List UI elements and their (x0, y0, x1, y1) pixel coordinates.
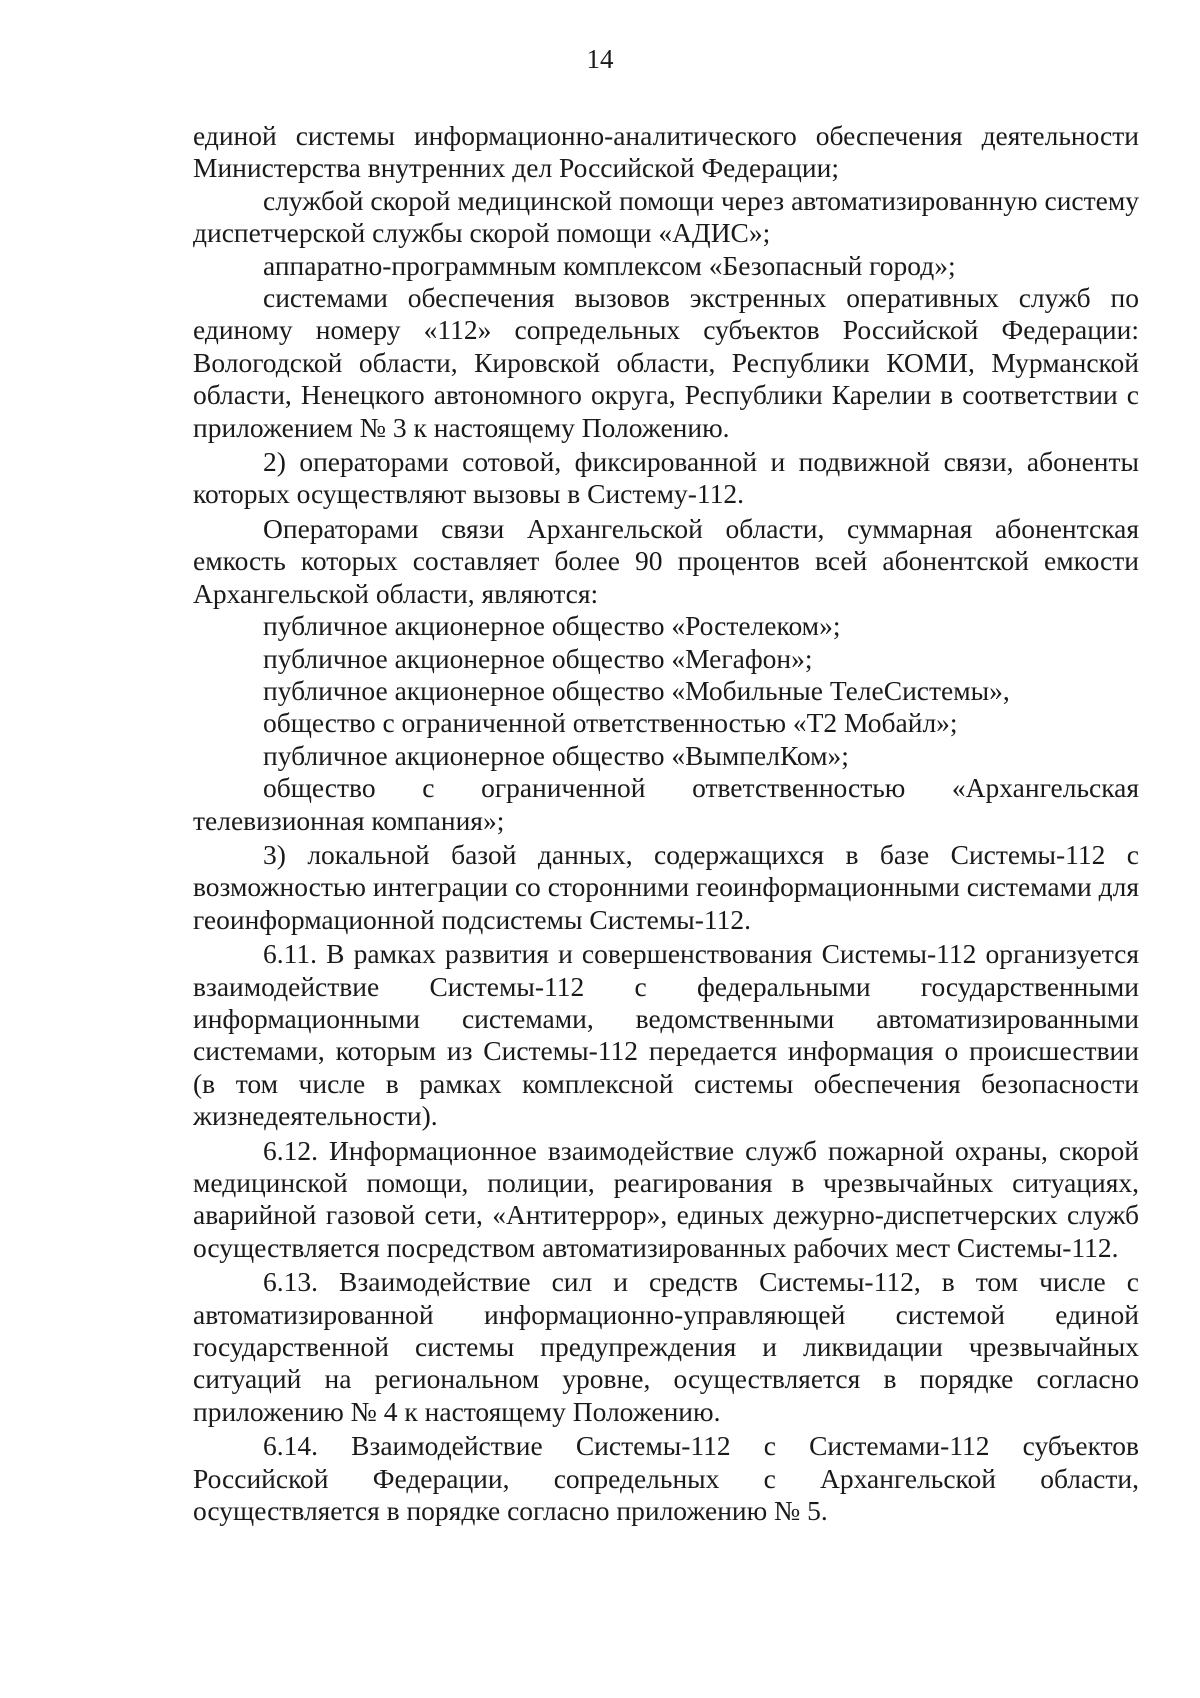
paragraph-safe-city: аппаратно-программным комплексом «Безопасный город»; (263, 249, 956, 281)
list-item-operator: публичное акционерное общество «ВымпелКом»; (263, 739, 849, 771)
section-6-11: 6.11. В рамках развития и совершенствования Системы-112 организуется взаимодействие Системы-112 с федеральными государственными информационными системами, ведомственными автоматизированными системами, которым из Системы-112 передается информация о происшествии (в том числе в рамках комплексной системы обеспечения безопасности жизнедеятельности). (193, 938, 1139, 1132)
section-6-14: 6.14. Взаимодействие Системы-112 с Системами-112 субъектов Российской Федерации, сопредельных с Архангельской области, осуществляется в порядке согласно приложению № 5. (193, 1430, 1139, 1527)
paragraph-operators-list-intro: Операторами связи Архангельской области, суммарная абонентская емкость которых составляет более 90 процентов всей абонентской емкости Архангельской области, являются: (193, 512, 1139, 609)
list-item-operator: публичное акционерное общество «Мобильные ТелеСистемы», (263, 674, 1010, 706)
section-6-12: 6.12. Информационное взаимодействие служб пожарной охраны, скорой медицинской помощи, полиции, реагирования в чрезвычайных ситуациях, аварийной газовой сети, «Антитеррор», единых дежурно-диспетчерских служб осуществляется посредством автоматизированных рабочих мест Системы-112. (193, 1134, 1139, 1263)
section-6-13: 6.13. Взаимодействие сил и средств Системы-112, в том числе с автоматизированной информационно-управляющей системой единой государственной системы предупреждения и ликвидации чрезвычайных ситуаций на региональном уровне, осуществляется в порядке согласно приложению № 4 к настоящему Положению. (193, 1266, 1139, 1427)
page-number: 14 (586, 44, 614, 74)
paragraph-operators: 2) операторами сотовой, фиксированной и подвижной связи, абоненты которых осуществляют вызовы в Систему-112. (193, 446, 1139, 510)
list-item-operator: общество с ограниченной ответственностью «Т2 Мобайл»; (263, 707, 958, 739)
list-item-operator: общество с ограниченной ответственностью «Архангельская телевизионная компания»; (193, 772, 1139, 836)
document-body (193, 120, 1139, 1527)
list-item-operator: публичное акционерное общество «Мегафон»; (263, 642, 813, 674)
paragraph-continuation: единой системы информационно-аналитического обеспечения деятельности Министерства внутренних дел Российской Федерации; (193, 120, 1139, 184)
paragraph-local-database: 3) локальной базой данных, содержащихся в базе Системы-112 с возможностью интеграции со сторонними геоинформационными системами для геоинформационной подсистемы Системы-112. (193, 838, 1139, 935)
paragraph-neighbor-regions: системами обеспечения вызовов экстренных оперативных служб по единому номеру «112» сопредельных субъектов Российской Федерации: Вологодской области, Кировской области, Республики КОМИ, Мурманской области, Ненецкого автономного округа, Республики Карелии в соответствии с приложением № 3 к настоящему Положению. (193, 282, 1139, 443)
paragraph-ambulance-service: службой скорой медицинской помощи через автоматизированную систему диспетчерской службы скорой помощи «АДИС»; (193, 184, 1139, 249)
list-item-operator: публичное акционерное общество «Ростелеком»; (263, 610, 841, 642)
